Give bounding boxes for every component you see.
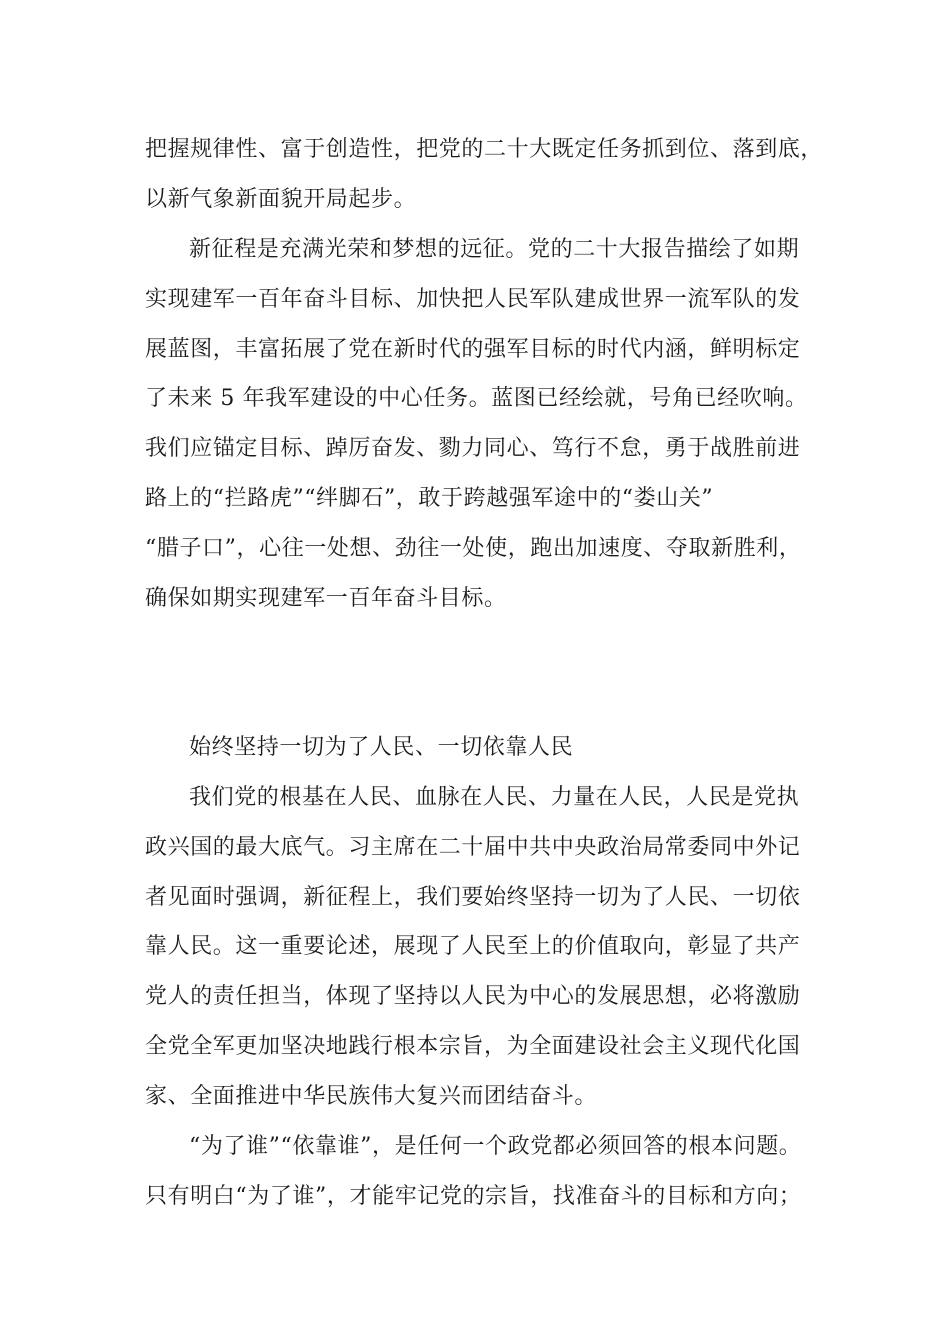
- text-line: 靠人民。这一重要论述，展现了人民至上的价值取向，彰显了共产: [145, 934, 801, 959]
- text-line: 确保如期实现建军一百年奋斗目标。: [145, 586, 507, 611]
- section-heading: 始终坚持一切为了人民、一切依靠人民: [189, 735, 574, 760]
- text-line: 只有明白“为了谁”，才能牢记党的宗旨，找准奋斗的目标和方向；: [145, 1184, 802, 1209]
- text-line: 新征程是充满光荣和梦想的远征。党的二十大报告描绘了如期: [189, 237, 800, 262]
- text-line: 家、全面推进中华民族伟大复兴而团结奋斗。: [145, 1084, 598, 1109]
- text-line: 把握规律性、富于创造性，把党的二十大既定任务抓到位、落到底，: [145, 137, 824, 162]
- text-line: 实现建军一百年奋斗目标、加快把人民军队建成世界一流军队的发: [145, 287, 801, 312]
- text-line: “为了谁”“依靠谁”，是任何一个政党都必须回答的根本问题。: [189, 1134, 802, 1159]
- text-line: 党人的责任担当，体现了坚持以人民为中心的发展思想，必将激励: [145, 984, 801, 1009]
- text-line: 者见面时强调，新征程上，我们要始终坚持一切为了人民、一切依: [145, 885, 801, 910]
- text-line: 展蓝图，丰富拓展了党在新时代的强军目标的时代内涵，鲜明标定: [145, 337, 801, 362]
- text-line: 我们应锚定目标、踔厉奋发、勠力同心、笃行不怠，勇于战胜前进: [145, 436, 801, 461]
- text-line: “腊子口”，心往一处想、劲往一处使，跑出加速度、夺取新胜利，: [145, 536, 802, 561]
- text-line: 路上的“拦路虎”“绊脚石”，敢于跨越强军途中的“娄山关”: [145, 486, 714, 511]
- text-line: 了未来 5 年我军建设的中心任务。蓝图已经绘就，号角已经吹响。: [145, 386, 808, 411]
- text-line: 政兴国的最大底气。习主席在二十届中共中央政治局常委同中外记: [145, 835, 801, 860]
- text-line: 以新气象新面貌开局起步。: [145, 187, 417, 212]
- text-line: 我们党的根基在人民、血脉在人民、力量在人民，人民是党执: [189, 785, 800, 810]
- text-line: 全党全军更加坚决地践行根本宗旨，为全面建设社会主义现代化国: [145, 1034, 801, 1059]
